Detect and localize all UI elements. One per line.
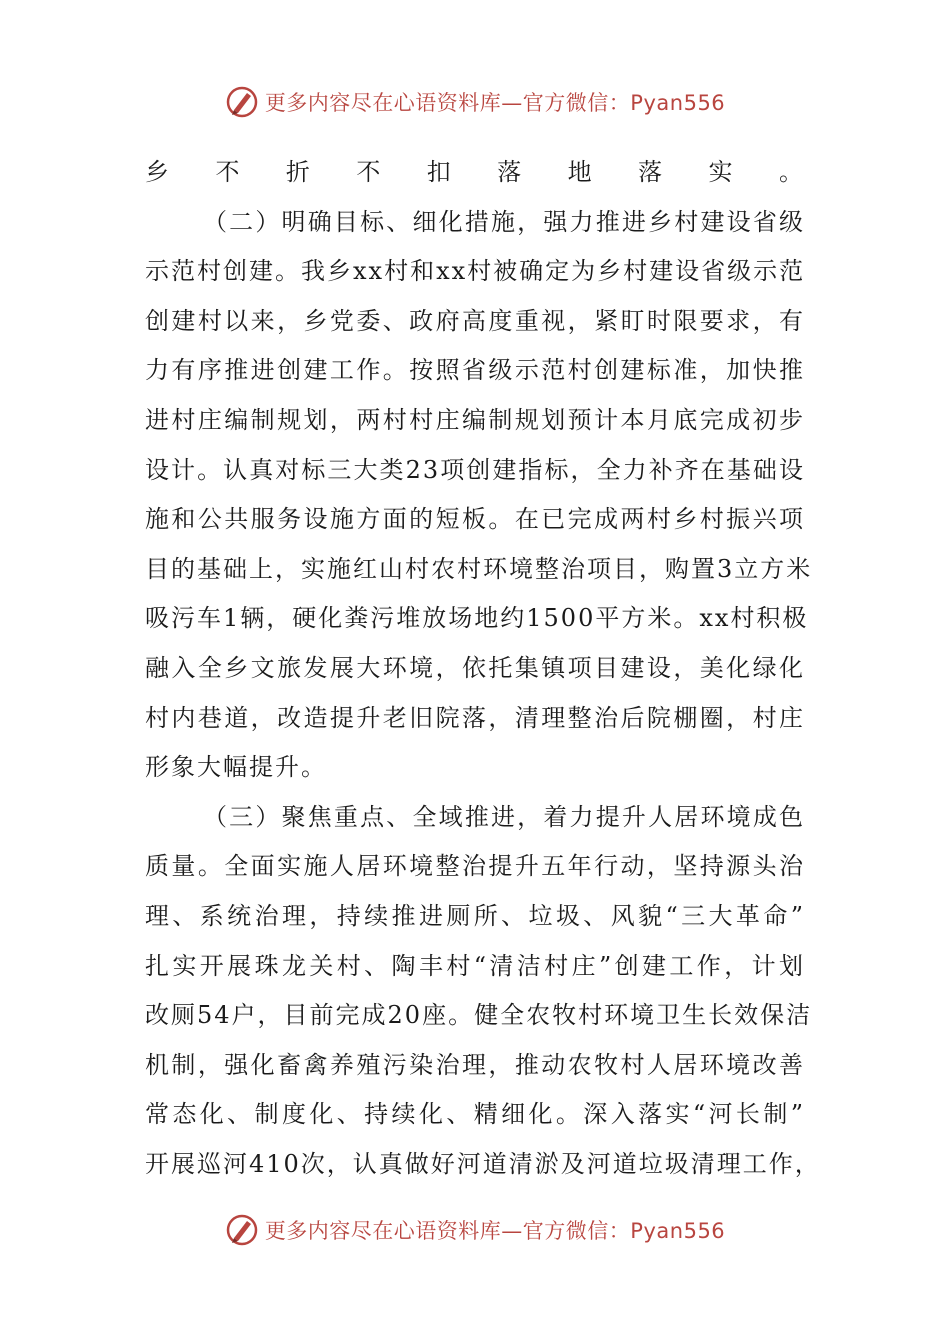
text-line: 目的基础上，实施红山村农村环境整治项目，购置3立方米 xyxy=(145,554,813,583)
text-line: 改厕54户，目前完成20座。健全农牧村环境卫生长效保洁 xyxy=(145,1001,813,1030)
text-line: 示范村创建。我乡xx村和xx村被确定为乡村建设省级示范 xyxy=(145,257,806,286)
text-line: 设计。认真对标三大类23项创建指标，全力补齐在基础设 xyxy=(145,455,805,484)
text-line: 乡不折不扣落地落实。 xyxy=(145,158,805,186)
text-line: 扎实开展珠龙关村、陶丰村“清洁村庄”创建工作，计划 xyxy=(145,951,805,980)
section-heading-line: （二）明确目标、细化措施，强力推进乡村建设省级 xyxy=(203,207,805,236)
text-line: 机制，强化畜禽养殖污染治理，推动农牧村人居环境改善 xyxy=(145,1050,805,1079)
header-banner-text: 更多内容尽在心语资料库—官方微信：Pyan556 xyxy=(264,91,726,115)
footer-banner xyxy=(0,1210,950,1250)
text-line: 形象大幅提升。 xyxy=(145,753,327,782)
footer-banner-text: 更多内容尽在心语资料库—官方微信：Pyan556 xyxy=(264,1219,726,1243)
document-body xyxy=(145,148,821,1189)
text-line: 开展巡河410次，认真做好河道清淤及河道垃圾清理工作， xyxy=(145,1149,821,1178)
text-line: 吸污车1辆，硬化粪污堆放场地约1500平方米。xx村积极 xyxy=(145,604,809,633)
section-heading-line: （三）聚焦重点、全域推进，着力提升人居环境成色 xyxy=(203,802,805,831)
text-line: 理、系统治理，持续推进厕所、垃圾、风貌“三大革命” xyxy=(145,901,805,930)
header-banner xyxy=(0,82,950,122)
text-line: 质量。全面实施人居环境整治提升五年行动，坚持源头治 xyxy=(145,852,805,881)
text-line: 创建村以来，乡党委、政府高度重视，紧盯时限要求，有 xyxy=(145,306,805,335)
text-line: 进村庄编制规划，两村村庄编制规划预计本月底完成初步 xyxy=(145,405,805,434)
text-line: 融入全乡文旅发展大环境，依托集镇项目建设，美化绿化 xyxy=(145,653,805,682)
text-line: 常态化、制度化、持续化、精细化。深入落实“河长制” xyxy=(145,1100,805,1129)
pen-logo-icon xyxy=(225,1213,259,1247)
text-line: 村内巷道，改造提升老旧院落，清理整治后院棚圈，村庄 xyxy=(145,703,805,732)
text-line: 力有序推进创建工作。按照省级示范村创建标准，加快推 xyxy=(145,356,805,385)
pen-logo-icon xyxy=(225,85,259,119)
text-line: 施和公共服务设施方面的短板。在已完成两村乡村振兴项 xyxy=(145,505,805,534)
